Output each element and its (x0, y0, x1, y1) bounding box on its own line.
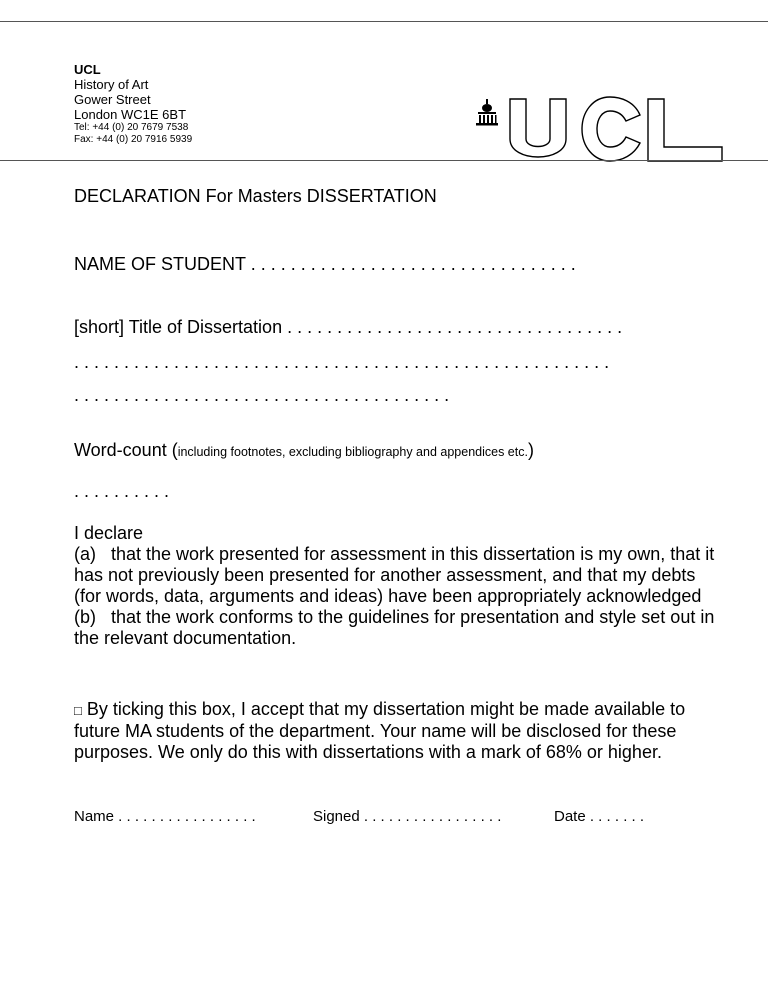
word-count-line (74, 440, 724, 463)
ucl-logo-graphic (470, 95, 768, 165)
word-count-label: Word-count ( (74, 440, 178, 460)
declaration-a: (a) that the work presented for assessment in this dissertation is my own, that it has not previously been presented for another assessment, and that my debts (for words, data, arguments and ideas) have been appropriately acknowledged (74, 544, 720, 606)
student-name-label: NAME OF STUDENT (74, 254, 246, 274)
signature-date-field[interactable]: Date . . . . . . . (554, 808, 645, 825)
declaration-intro: I declare (74, 523, 144, 543)
dissertation-title-line-3[interactable]: . . . . . . . . . . . . . . . . . . . . . . . . . . . . . . . . . . . . . . (74, 385, 450, 405)
dissertation-title-line-2[interactable]: . . . . . . . . . . . . . . . . . . . . . . . . . . . . . . . . . . . . . . . . . . . . . . . . . . . . . . (74, 352, 610, 372)
consent-paragraph (74, 699, 719, 763)
top-rule (0, 21, 768, 22)
word-count-dots[interactable]: . . . . . . . . . . (74, 481, 170, 501)
word-count-close: ) (527, 440, 534, 460)
street: Gower Street (74, 92, 151, 107)
dissertation-title-line[interactable] (74, 317, 724, 338)
city-postcode: London WC1E 6BT (74, 107, 187, 122)
declaration-b: (b) that the work conforms to the guidelines for presentation and style set out in the relevant documentation. (74, 607, 720, 648)
dissertation-title-label: [short] Title of Dissertation (74, 317, 283, 337)
logo-letter-l (648, 99, 722, 161)
consent-text: By ticking this box, I accept that my dissertation might be made available to future MA students of the department. Your name will be disclosed for these purposes. We only do this with dissertations with a mark of 68% or higher. (74, 699, 686, 762)
student-name-dots: . . . . . . . . . . . . . . . . . . . . . . . . . . . . . . . . . (245, 254, 576, 274)
signature-signed-field[interactable]: Signed . . . . . . . . . . . . . . . . . (313, 808, 502, 825)
department: History of Art (74, 77, 149, 92)
consent-checkbox[interactable]: □ (74, 703, 82, 718)
logo-letter-u (510, 99, 566, 157)
telephone: Tel: +44 (0) 20 7679 7538 (74, 122, 189, 133)
logo-letter-c (582, 97, 640, 161)
declaration-block (74, 523, 719, 649)
org-name: UCL (74, 62, 101, 77)
portico-icon (476, 99, 498, 126)
dissertation-title-dots: . . . . . . . . . . . . . . . . . . . . . . . . . . . . . . . . . . (282, 317, 623, 337)
header-rule (0, 160, 768, 161)
letterhead-address (74, 62, 192, 146)
form-title: DECLARATION For Masters DISSERTATION (74, 186, 437, 206)
ucl-logo (470, 95, 768, 170)
fax: Fax: +44 (0) 20 7916 5939 (74, 134, 193, 145)
signature-name-field[interactable]: Name . . . . . . . . . . . . . . . . . (74, 808, 256, 825)
word-count-note: including footnotes, excluding bibliography and appendices etc. (177, 445, 528, 459)
student-name-line[interactable] (74, 254, 724, 275)
